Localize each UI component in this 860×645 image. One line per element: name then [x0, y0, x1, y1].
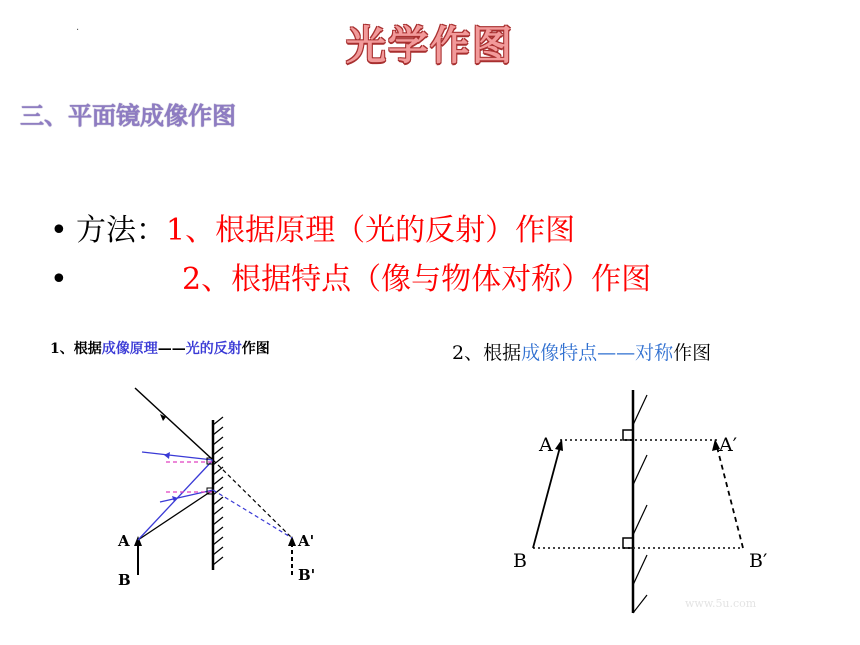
figure2-diagram: [505, 385, 795, 615]
method-item-1: 1、根据原理（光的反射）作图: [166, 213, 576, 248]
bullet-mark: •: [50, 262, 68, 297]
figure1-caption-suffix: 作图: [241, 341, 270, 357]
method-line-1: [50, 205, 575, 249]
label-a: A: [539, 434, 553, 456]
image-arrow: [717, 447, 743, 548]
figure2-caption-suffix: 作图: [673, 342, 712, 364]
virtual-ray-2: [213, 490, 292, 538]
label-a: A: [118, 532, 130, 550]
figure2-caption-dash: ——: [597, 342, 636, 364]
figure1-caption-term2: 光的反射: [185, 341, 242, 357]
label-b: B: [118, 571, 131, 589]
figure1-caption-dash: ——: [157, 341, 186, 357]
figure1-diagram: [100, 380, 340, 600]
figure2-caption-term2: 对称: [635, 342, 674, 364]
label-b-prime: B': [298, 566, 316, 584]
label-b: B: [513, 550, 527, 572]
figure1-caption: [50, 338, 270, 358]
section-heading: 三、平面镜成像作图: [20, 102, 236, 130]
object-arrow-head: [555, 439, 563, 451]
ray-reflected-up: [135, 388, 213, 460]
right-angle-mark: [623, 430, 633, 440]
blue-arrow-head: [164, 452, 170, 459]
figure2-caption-term1: 成像特点: [521, 342, 598, 364]
label-a-prime: A': [298, 532, 315, 550]
watermark: www.5u.com: [685, 597, 757, 610]
bullet-mark: •: [50, 213, 68, 248]
method-line-2: [50, 254, 651, 298]
figure1-caption-prefix: 1、根据: [50, 341, 102, 357]
figure2-caption: [452, 338, 711, 365]
method-label: 方法：: [76, 213, 166, 248]
mirror-hatching: [633, 395, 647, 613]
figure2-caption-prefix: 2、根据: [452, 342, 522, 364]
page-title: 光学作图: [346, 23, 514, 69]
object-arrow: [533, 447, 560, 548]
right-angle-mark: [623, 538, 633, 548]
method-item-2: 2、根据特点（像与物体对称）作图: [182, 262, 652, 297]
figure1-caption-term1: 成像原理: [101, 341, 158, 357]
label-a-prime: A′: [719, 434, 738, 456]
dot-mark: .: [76, 22, 80, 33]
virtual-ray-1: [213, 460, 292, 538]
blue-ray-reflected-1: [142, 452, 213, 460]
label-b-prime: B′: [749, 550, 768, 572]
